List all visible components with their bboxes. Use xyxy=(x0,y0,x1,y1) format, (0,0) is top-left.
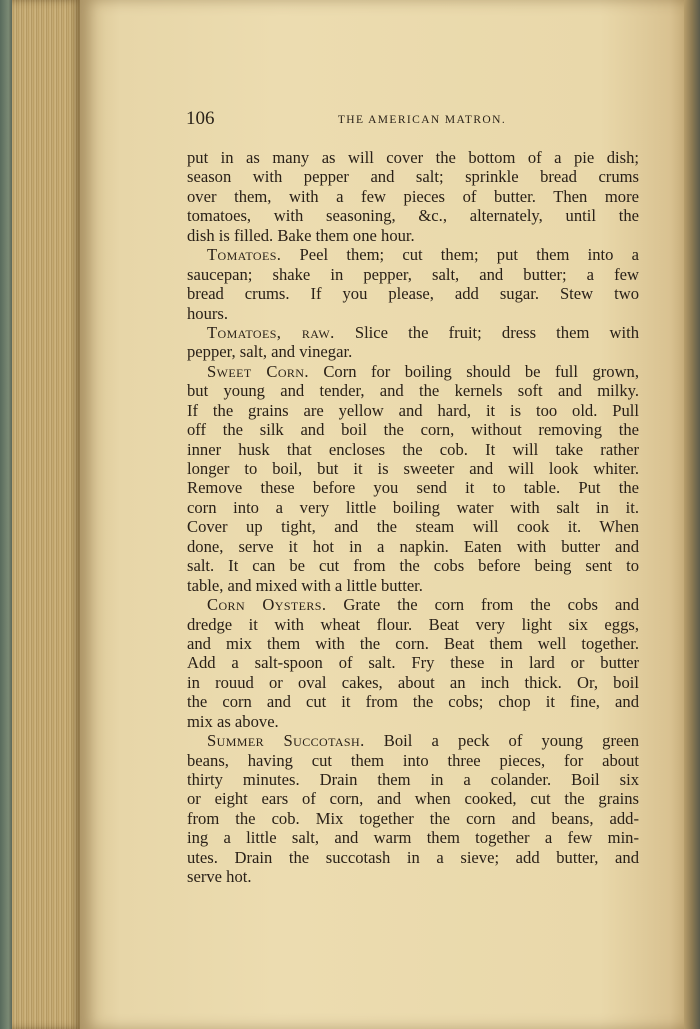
text-run: Grate the corn from the cobs and xyxy=(326,595,639,615)
paragraph-first-line xyxy=(187,323,639,342)
paragraph-first-line xyxy=(187,595,639,614)
text-run: Corn for boiling should be full grown, xyxy=(308,361,639,381)
text-line: bread crums. If you please, add sugar. Stew two xyxy=(187,284,639,304)
text-line: Add a salt-spoon of salt. Fry these in lard or butter xyxy=(187,653,639,673)
text-line: inner husk that encloses the cob. It will take rather xyxy=(187,439,639,459)
page-text xyxy=(187,148,639,887)
text-line: the corn and cut it from the cobs; chop it fine, and xyxy=(187,692,639,712)
running-title: THE AMERICAN MATRON. xyxy=(337,114,507,126)
section-heading-tomatoes-raw: Tomatoes, raw. xyxy=(207,322,335,342)
text-line: or eight ears of corn, and when cooked, cut the grains xyxy=(187,789,639,809)
section-heading-corn-oysters: Corn Oysters. xyxy=(207,595,327,615)
text-line: but young and tender, and the kernels soft and milky. xyxy=(187,381,639,401)
text-line: season with pepper and salt; sprinkle bread crums xyxy=(187,167,639,187)
text-line: utes. Drain the succotash in a sieve; add butter, and xyxy=(187,847,639,867)
text-run: Slice the fruit; dress them with xyxy=(334,322,640,342)
section-heading-tomatoes: Tomatoes. xyxy=(207,245,282,265)
text-line: saucepan; shake in pepper, salt, and butter; a few xyxy=(187,264,639,284)
text-line: and mix them with the corn. Beat them well together. xyxy=(187,633,639,653)
page-edges xyxy=(12,0,82,1029)
text-line: serve hot. xyxy=(187,867,252,887)
text-line: If the grains are yellow and hard, it is too old. Pull xyxy=(187,400,639,420)
text-line: pepper, salt, and vinegar. xyxy=(187,342,353,362)
text-line: off the silk and boil the corn, without removing the xyxy=(187,420,639,440)
text-line: beans, having cut them into three pieces, for about xyxy=(187,750,639,770)
text-line: dredge it with wheat flour. Beat very light six eggs, xyxy=(187,614,639,634)
text-line: salt. It can be cut from the cobs before being sent to xyxy=(187,556,639,576)
section-heading-summer-succotash: Summer Succotash. xyxy=(207,731,365,751)
right-page-edge xyxy=(684,0,700,1029)
text-line: Cover up tight, and the steam will cook it. When xyxy=(187,517,639,537)
text-line: put in as many as will cover the bottom of a pie dish; xyxy=(187,148,639,167)
paragraph-first-line xyxy=(187,731,639,750)
text-line: from the cob. Mix together the corn and beans, add- xyxy=(187,808,639,828)
text-run: Boil a peck of young green xyxy=(364,731,640,751)
text-line: over them, with a few pieces of butter. Then more xyxy=(187,186,639,206)
page-number: 106 xyxy=(186,108,215,129)
section-heading-sweet-corn: Sweet Corn. xyxy=(207,361,309,381)
text-line: ing a little salt, and warm them together a few min- xyxy=(187,828,639,848)
text-line: Remove these before you send it to table. Put the xyxy=(187,478,639,498)
text-line: corn into a very little boiling water with salt in it. xyxy=(187,497,639,517)
text-line: thirty minutes. Drain them in a colander. Boil six xyxy=(187,770,639,789)
text-line: longer to boil, but it is sweeter and will look whiter. xyxy=(187,459,639,478)
paragraph-first-line xyxy=(187,362,639,381)
text-line: hours. xyxy=(187,303,229,323)
text-line: done, serve it hot in a napkin. Eaten with butter and xyxy=(187,536,639,556)
text-line: table, and mixed with a little butter. xyxy=(187,575,423,595)
text-line: tomatoes, with seasoning, &c., alternately, until the xyxy=(187,206,639,226)
page-header xyxy=(186,108,638,134)
text-line: mix as above. xyxy=(187,711,279,731)
paragraph-first-line xyxy=(187,245,639,264)
text-line: dish is filled. Bake them one hour. xyxy=(187,225,415,245)
text-run: Peel them; cut them; put them into a xyxy=(281,245,639,265)
text-line: in rouud or oval cakes, about an inch thick. Or, boil xyxy=(187,672,639,692)
